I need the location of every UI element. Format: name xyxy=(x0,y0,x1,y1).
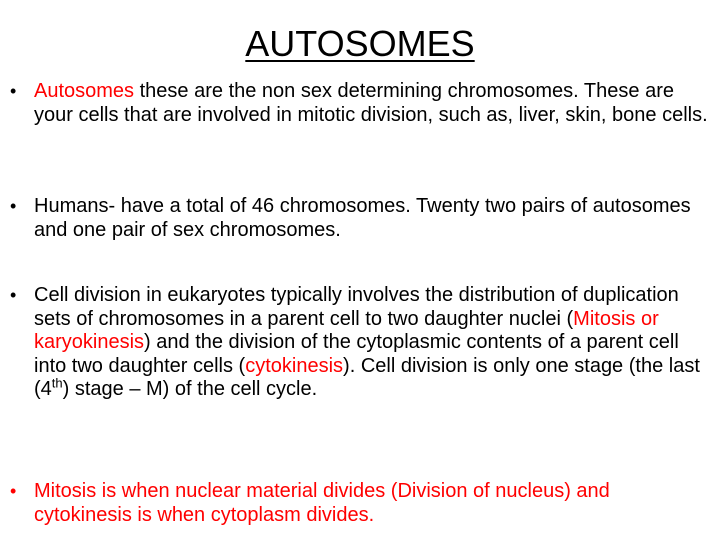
superscript-th: th xyxy=(51,375,63,391)
bullet-dot: • xyxy=(10,196,17,216)
bullet-autosomes-definition xyxy=(10,80,712,127)
bullet-human-chromosomes xyxy=(10,195,712,242)
bullet-text: Mitosis is when nuclear material divides (Division of nucleus) and cytokinesis is when cytoplasm divides. xyxy=(34,480,610,526)
bullet-body-b: ) and the division of the cytoplasmic contents of a parent cell into two daughter cells ( xyxy=(34,331,679,377)
bullet-mitosis-definition xyxy=(10,480,712,527)
bullet-dot: • xyxy=(10,81,17,101)
bullet-body-c: ). Cell division is only one stage (the last (4 xyxy=(34,354,700,400)
bullet-text xyxy=(34,284,712,402)
highlight-cytokinesis: cytokinesis xyxy=(245,354,344,377)
bullet-body-d: ) stage – M) of the cell cycle. xyxy=(62,378,318,400)
bullet-dot: • xyxy=(10,285,17,305)
bullet-cell-division xyxy=(10,284,712,402)
bullet-body: these are the non sex determining chromosomes. These are your cells that are involved in mitotic division, such as, liver, skin, bone cells. xyxy=(34,80,708,126)
bullet-body-a: Cell division in eukaryotes typically involves the distribution of duplication sets of chromosomes in a parent cell to two daughter nuclei ( xyxy=(34,284,679,330)
highlight-mitosis-karyokinesis: Mitosis or karyokinesis xyxy=(34,307,659,353)
bullet-text xyxy=(34,80,712,127)
slide-title: AUTOSOMES xyxy=(245,23,475,64)
bullet-dot: • xyxy=(10,481,17,501)
bullet-text: Humans- have a total of 46 chromosomes. Twenty two pairs of autosomes and one pair of sex chromosomes. xyxy=(34,195,691,241)
highlight-term: Autosomes xyxy=(34,80,135,102)
